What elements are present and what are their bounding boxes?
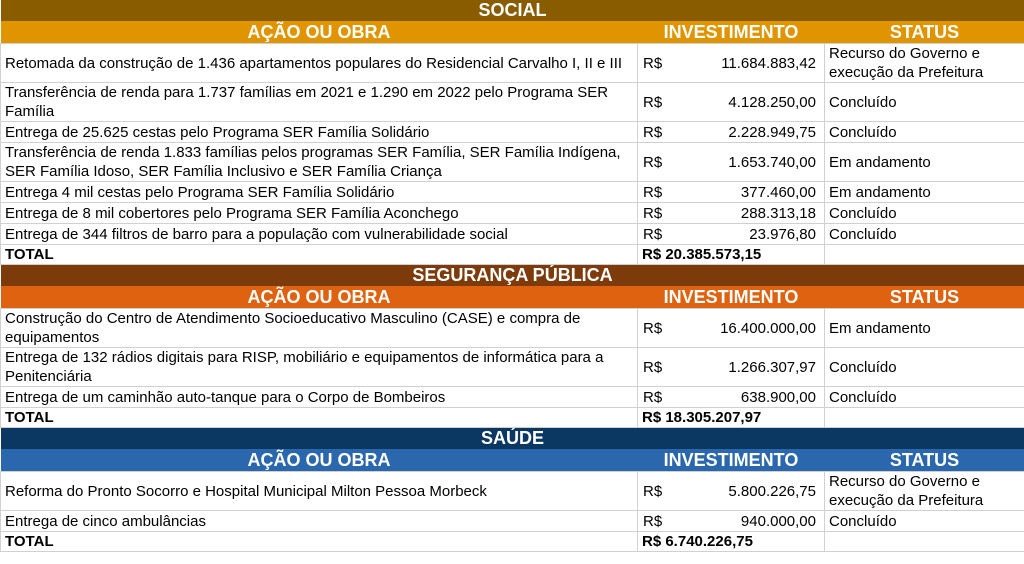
status-cell: Concluído xyxy=(825,203,1024,224)
header-acao: AÇÃO OU OBRA xyxy=(247,449,391,470)
investimento-cell xyxy=(638,143,825,182)
valor: 5.800.226,75 xyxy=(728,482,816,500)
status-cell: Concluído xyxy=(825,387,1024,408)
status-cell: Recurso do Governo e execução da Prefeitura xyxy=(825,472,1024,511)
valor: 1.653.740,00 xyxy=(728,153,816,171)
investimento-cell xyxy=(638,224,825,245)
table-row xyxy=(1,309,1024,348)
valor: 4.128.250,00 xyxy=(728,93,816,111)
currency-label: R$ xyxy=(643,358,663,376)
valor: 940.000,00 xyxy=(740,512,816,530)
valor: 377.460,00 xyxy=(740,183,816,201)
table-row xyxy=(1,511,1024,532)
header-status: STATUS xyxy=(889,449,960,470)
total-row xyxy=(1,408,1024,428)
header-acao: AÇÃO OU OBRA xyxy=(247,286,391,307)
investimento-cell xyxy=(638,122,825,143)
status-cell: Recurso do Governo e execução da Prefeitura xyxy=(825,44,1024,83)
total-value: R$ 20.385.573,15 xyxy=(638,245,825,265)
section-title-row xyxy=(1,0,1024,21)
valor: 16.400.000,00 xyxy=(720,319,816,337)
section-title-row xyxy=(1,265,1024,287)
acao-cell: Entrega de 8 mil cobertores pelo Programa SER Família Aconchego xyxy=(1,203,638,224)
acao-cell: Entrega de cinco ambulâncias xyxy=(1,511,638,532)
column-header-row xyxy=(1,21,1024,44)
acao-cell: Transferência de renda 1.833 famílias pelos programas SER Família, SER Família Indígena, SER Família Idoso, SER Família Inclusivo e SER Família Criança xyxy=(1,143,638,182)
currency-label: R$ xyxy=(643,482,663,500)
investimento-cell xyxy=(638,203,825,224)
investimento-cell xyxy=(638,348,825,387)
currency-label: R$ xyxy=(643,388,663,406)
status-cell: Em andamento xyxy=(825,143,1024,182)
table-row xyxy=(1,182,1024,203)
total-row xyxy=(1,245,1024,265)
table-row xyxy=(1,143,1024,182)
investimento-cell xyxy=(638,309,825,348)
status-cell: Concluído xyxy=(825,348,1024,387)
table-row xyxy=(1,224,1024,245)
currency-label: R$ xyxy=(643,123,663,141)
acao-cell: Entrega 4 mil cestas pelo Programa SER Família Solidário xyxy=(1,182,638,203)
acao-cell: Construção do Centro de Atendimento Socioeducativo Masculino (CASE) e compra de equipamentos xyxy=(1,309,638,348)
acao-cell: Entrega de um caminhão auto-tanque para o Corpo de Bombeiros xyxy=(1,387,638,408)
status-cell: Concluído xyxy=(825,511,1024,532)
table-row xyxy=(1,387,1024,408)
total-empty xyxy=(825,408,1024,428)
table-row xyxy=(1,348,1024,387)
section-title: SOCIAL xyxy=(478,0,547,20)
valor: 23.976,80 xyxy=(749,225,816,243)
table-row xyxy=(1,83,1024,122)
total-empty xyxy=(825,245,1024,265)
total-value: R$ 18.305.207,97 xyxy=(638,408,825,428)
investimento-cell xyxy=(638,387,825,408)
status-cell: Concluído xyxy=(825,122,1024,143)
table-row xyxy=(1,472,1024,511)
total-empty xyxy=(825,532,1024,552)
section-title: SEGURANÇA PÚBLICA xyxy=(412,265,613,285)
total-label: TOTAL xyxy=(1,245,638,265)
header-investimento: INVESTIMENTO xyxy=(663,286,799,307)
currency-label: R$ xyxy=(643,319,663,337)
status-cell: Concluído xyxy=(825,83,1024,122)
table-row xyxy=(1,122,1024,143)
currency-label: R$ xyxy=(643,153,663,171)
investimento-cell xyxy=(638,44,825,83)
investimento-cell xyxy=(638,511,825,532)
section-title: SAÚDE xyxy=(481,428,545,448)
valor: 288.313,18 xyxy=(740,204,816,222)
header-status: STATUS xyxy=(889,21,960,42)
currency-label: R$ xyxy=(643,54,663,72)
valor: 638.900,00 xyxy=(740,388,816,406)
currency-label: R$ xyxy=(643,93,663,111)
valor: 1.266.307,97 xyxy=(728,358,816,376)
valor: 11.684.883,42 xyxy=(721,54,816,72)
table-row xyxy=(1,203,1024,224)
currency-label: R$ xyxy=(643,204,663,222)
header-investimento: INVESTIMENTO xyxy=(663,21,799,42)
total-label: TOTAL xyxy=(1,408,638,428)
investimento-cell xyxy=(638,182,825,203)
status-cell: Concluído xyxy=(825,224,1024,245)
total-row xyxy=(1,532,1024,552)
investimento-cell xyxy=(638,83,825,122)
acao-cell: Retomada da construção de 1.436 apartamentos populares do Residencial Carvalho I, II e III xyxy=(1,44,638,83)
header-acao: AÇÃO OU OBRA xyxy=(247,21,391,42)
column-header-row xyxy=(1,286,1024,309)
header-status: STATUS xyxy=(889,286,960,307)
total-value: R$ 6.740.226,75 xyxy=(638,532,825,552)
column-header-row xyxy=(1,449,1024,472)
acao-cell: Transferência de renda para 1.737 famílias em 2021 e 1.290 em 2022 pelo Programa SER Família xyxy=(1,83,638,122)
acao-cell: Entrega de 25.625 cestas pelo Programa SER Família Solidário xyxy=(1,122,638,143)
status-cell: Em andamento xyxy=(825,309,1024,348)
currency-label: R$ xyxy=(643,512,663,530)
acao-cell: Reforma do Pronto Socorro e Hospital Municipal Milton Pessoa Morbeck xyxy=(1,472,638,511)
currency-label: R$ xyxy=(643,183,663,201)
status-cell: Em andamento xyxy=(825,182,1024,203)
header-investimento: INVESTIMENTO xyxy=(663,449,799,470)
total-label: TOTAL xyxy=(1,532,638,552)
acao-cell: Entrega de 132 rádios digitais para RISP, mobiliário e equipamentos de informática para a Penitenciária xyxy=(1,348,638,387)
investimento-cell xyxy=(638,472,825,511)
section-title-row xyxy=(1,428,1024,450)
acao-cell: Entrega de 344 filtros de barro para a população com vulnerabilidade social xyxy=(1,224,638,245)
valor: 2.228.949,75 xyxy=(728,123,816,141)
currency-label: R$ xyxy=(643,225,663,243)
table-row xyxy=(1,44,1024,83)
